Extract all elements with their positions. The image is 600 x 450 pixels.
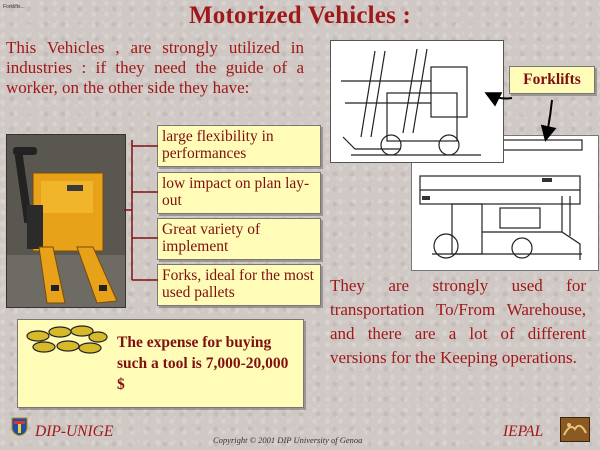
transport-text: They are strongly used for transportation To/From Warehouse, and there are a lot of different versions for the Keeping operations.: [330, 276, 586, 367]
slide-title: Motorized Vehicles :: [188, 2, 411, 29]
feature-box-forks: Forks, ideal for the most used pallets: [157, 264, 321, 306]
pallet-jack-photo: [6, 134, 126, 308]
feature-box-layout-impact: low impact on plan lay-out: [157, 172, 321, 214]
copyright-text: Copyright © 2001 DIP University of Genoa: [213, 435, 363, 445]
feature-box-flexibility: large flexibility in performances: [157, 125, 321, 167]
footer-dip-unige: DIP-UNIGE: [35, 423, 114, 440]
corner-mark: Forklifts...: [3, 4, 25, 10]
dip-unige-logo: [11, 417, 28, 436]
iepal-logo: [560, 417, 590, 442]
feature-box-implement-variety: Great variety of implement: [157, 218, 321, 260]
coins-icon: [24, 320, 108, 360]
cost-text: The expense for buying such a tool is 7,000-20,000 $: [117, 334, 289, 393]
footer-iepal: IEPAL: [503, 423, 544, 440]
intro-text: This Vehicles , are strongly utilized in industries : if they need the guide of a worker, on the other side they have:: [6, 38, 304, 97]
connector-lines: [124, 140, 160, 290]
forklifts-label: Forklifts: [509, 66, 595, 94]
